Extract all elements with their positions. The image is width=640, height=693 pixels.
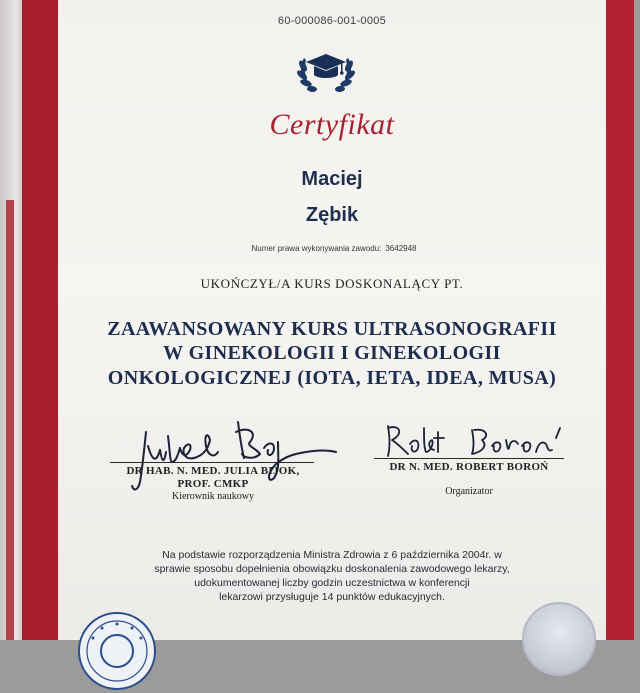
footer-line-1: Na podstawie rozporządzenia Ministra Zdrowia z 6 października 2004r. w [162, 549, 502, 561]
recipient-last-name: Zębik [305, 204, 359, 226]
completed-course-text: UKOŃCZYŁ/A KURS DOSKONALĄCY PT. [200, 276, 464, 291]
footer-line-4: lekarzowi przysługuje 14 punktów edukacyjnych. [219, 591, 445, 603]
recipient-first-name: Maciej [301, 168, 363, 190]
signatory-right-role: Organizator [445, 486, 493, 497]
signatory-left-name-line-1: DR HAB. N. MED. JULIA BIJOK, [126, 465, 300, 477]
society-seal-icon [78, 612, 156, 690]
certificate-title: Certyfikat [269, 108, 395, 141]
footer-line-3: udokumentowanej liczby godzin uczestnictwa w konferencji [194, 577, 470, 589]
signature-right [378, 418, 578, 462]
signature-right-line [374, 458, 564, 459]
course-title-line-1: ZAAWANSOWANY KURS ULTRASONOGRAFII [107, 318, 557, 340]
badge-seal-icon [522, 602, 596, 676]
course-title-line-3: ONKOLOGICZNEJ (IOTA, IETA, IDEA, MUSA) [107, 367, 557, 389]
signatory-right-name: DR N. MED. ROBERT BOROŃ [389, 461, 549, 473]
signatory-left-name-line-2: PROF. CMKP [177, 478, 249, 490]
signature-left-line [110, 462, 314, 463]
background-red-strip [6, 200, 14, 640]
license-label: Numer prawa wykonywania zawodu: [251, 244, 382, 253]
footer-legal-text [58, 548, 606, 604]
certificate-paper [58, 0, 606, 640]
license-number-row [58, 244, 606, 253]
certificate-number: 60-000086-001-0005 [277, 15, 387, 27]
signatory-left-role: Kierownik naukowy [172, 491, 254, 502]
license-number: 3642948 [385, 244, 417, 253]
footer-line-2: sprawie sposobu dopełnienia obowiązku doskonalenia zawodowego lekarzy, [154, 563, 510, 575]
course-title-line-2: W GINEKOLOGII I GINEKOLOGII [163, 342, 501, 364]
graduation-cap-laurel-icon [294, 44, 358, 96]
